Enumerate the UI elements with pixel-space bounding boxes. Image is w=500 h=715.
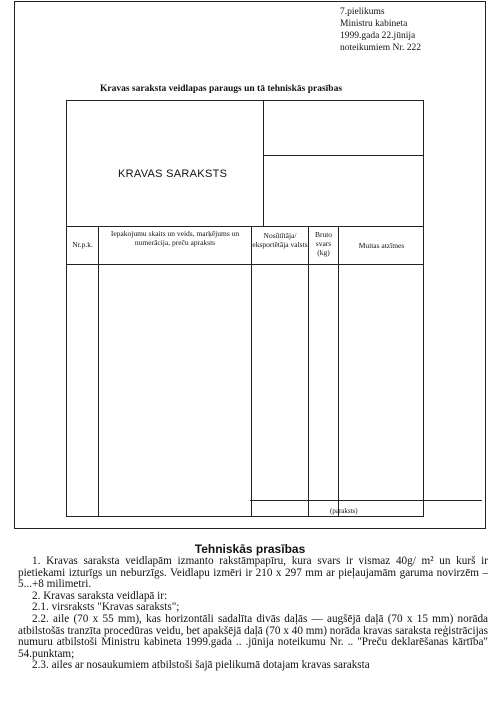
signature-line [250,500,482,501]
form-title: KRAVAS SARAKSTS [118,168,228,180]
right-box-divider [263,100,264,226]
column-divider [251,226,252,517]
column-header-country: Nosūtītāja/ eksportētāja valsts [252,231,308,249]
column-header-weight: Bruto svars (kg) [314,230,333,257]
requirement-paragraph: 2.3. ailes ar nosaukumiem atbilstoši šajā pielikumā dotajam kravas saraksta [32,659,370,672]
annex-line: 1999.gada 22.jūnija [340,31,416,41]
signature-label: (paraksts) [330,507,358,515]
column-header-bottom [66,264,424,265]
column-divider [338,226,339,517]
requirements-heading: Tehniskās prasības [194,542,306,556]
column-header-top [66,226,424,227]
requirements-text [18,556,488,672]
annex-line: 7.pielikums [340,7,385,17]
column-header-goods: Iepakojumu skaits un veids, marķējums un numerācija, preču apraksts [110,229,240,247]
column-header-customs: Muitas atzīmes [358,241,405,250]
right-box-split [263,155,424,156]
requirement-paragraph: 2. Kravas saraksta veidlapā ir: [32,589,168,602]
requirement-paragraph: 2.1. virsraksts "Kravas saraksts"; [32,601,180,614]
annex-line: Ministru kabineta [340,19,408,29]
requirement-paragraph: 2.2. aile (70 x 55 mm), kas horizontāli sadalīta divās daļās — augšējā daļā (70 x 15 mm) norāda atbilstošās tranzīta procedūras veidu, bet apakšējā daļā (70 x 40 mm) norāda kravas saraksta reģistrācijas numuru atbilstoši Ministru kabineta 1999.gada .. .jūnija noteikumu Nr. .. "Preču deklarēšanas kārtība" 54.punktam; [18,612,488,660]
document-title: Kravas saraksta veidlapas paraugs un tā tehniskās prasības [100,84,343,94]
column-header-nr: Nr.p.k. [72,240,93,249]
requirement-paragraph: 1. Kravas saraksta veidlapām izmanto rakstāmpapīru, kura svars ir vismaz 40g/ m² un kurš ir pietiekami izturīgs un neburzīgs. Veidlapu izmēri ir 210 x 297 mm ar pieļaujamām garuma novirzēm –5...+8 milimetri. [18,555,488,591]
form-table [66,100,424,517]
column-divider [308,226,309,517]
annex-line: noteikumiem Nr. 222 [340,43,422,53]
column-divider [98,226,99,517]
